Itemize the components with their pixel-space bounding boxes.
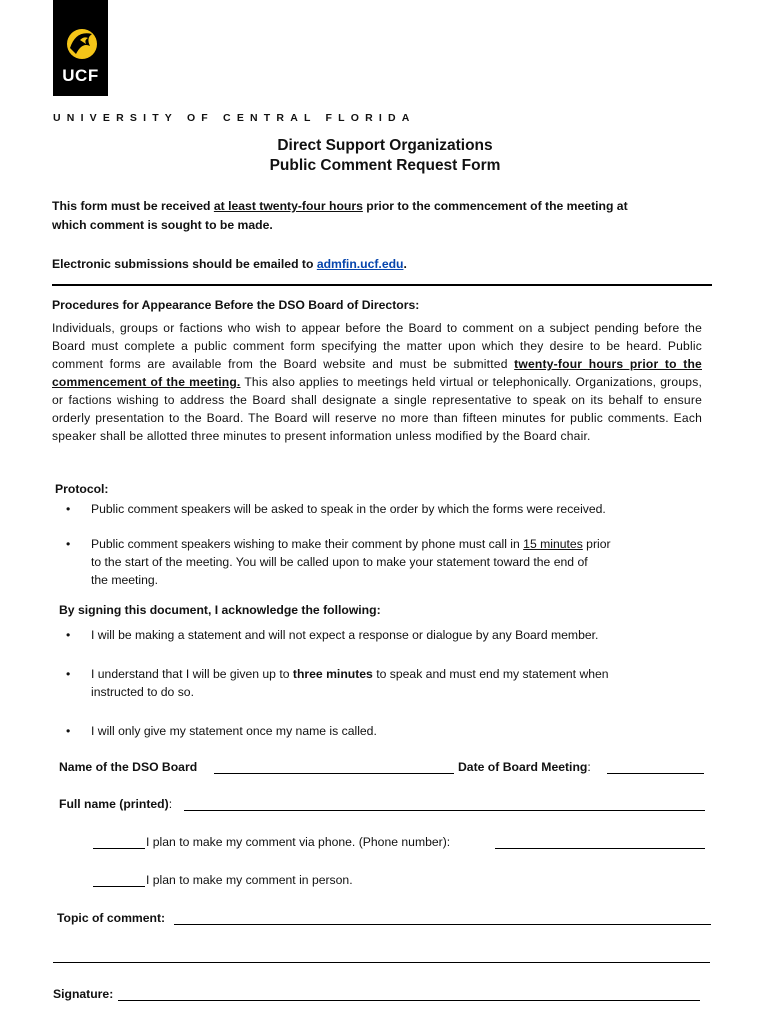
date-meeting-field[interactable] <box>607 773 704 774</box>
title-line-1: Direct Support Organizations <box>277 137 493 154</box>
email-link[interactable]: admfin.ucf.edu <box>316 257 404 271</box>
signature-field[interactable] <box>118 1000 700 1001</box>
full-name-field[interactable] <box>184 810 705 811</box>
university-name: UNIVERSITY OF CENTRAL FLORIDA <box>53 112 416 124</box>
protocol-heading: Protocol: <box>55 482 109 496</box>
person-option-label: I plan to make my comment in person. <box>146 873 353 887</box>
title-line-2: Public Comment Request Form <box>269 157 501 174</box>
ucf-logo <box>53 0 108 96</box>
topic-field-line-2[interactable] <box>53 962 710 963</box>
date-meeting-label: Date of Board Meeting: <box>458 760 591 774</box>
full-name-label: Full name (printed): <box>59 797 173 811</box>
dso-board-label: Name of the DSO Board <box>59 760 198 774</box>
bullet-icon: • <box>66 628 71 642</box>
intro-line-2: which comment is sought to be made. <box>52 218 273 232</box>
phone-option-label: I plan to make my comment via phone. (Phone number): <box>146 835 451 849</box>
protocol-bullet-2 <box>91 535 701 589</box>
phone-option-checkline[interactable] <box>93 848 145 849</box>
acknowledge-bullet-1: I will be making a statement and will not expect a response or dialogue by any Board member. <box>91 628 599 642</box>
intro-line-1: This form must be received at least twenty-four hours prior to the commencement of the meeting at <box>52 199 628 213</box>
topic-field[interactable] <box>174 924 711 925</box>
procedures-text: Individuals, groups or factions who wish to appear before the Board to comment on a subject pending before the Board must complete a public comment form specifying the matter upon which they desire to be heard. Public comment forms are available from the Board website and must be submitted twenty-four hours prior to the commencement of the meeting. This also applies to meetings held virtual or telephonically. Organizations, groups, or factions wishing to address the Board shall designate a single representative to speak on its behalf to ensure orderly presentation to the Board. The Board will reserve no more than fifteen minutes for public comments. Each speaker shall be allotted three minutes to present information unless modified by the Board chair. <box>52 321 702 443</box>
signature-label: Signature: <box>53 987 114 1001</box>
protocol-bullet-2-line-1: Public comment speakers wishing to make their comment by phone must call in 15 minutes prior <box>91 537 611 551</box>
bullet-icon: • <box>66 502 71 516</box>
protocol-bullet-1: Public comment speakers will be asked to speak in the order by which the forms were received. <box>91 502 606 516</box>
bullet-icon: • <box>66 667 71 681</box>
bullet-icon: • <box>66 724 71 738</box>
electronic-submission: Electronic submissions should be emailed to admfin.ucf.edu. <box>52 257 407 271</box>
person-option-checkline[interactable] <box>93 886 145 887</box>
procedures-heading: Procedures for Appearance Before the DSO Board of Directors: <box>52 298 420 312</box>
bullet-icon: • <box>66 537 71 551</box>
protocol-bullet-2-line-2: to the start of the meeting. You will be called upon to make your statement toward the end of <box>91 555 588 569</box>
topic-label: Topic of comment: <box>57 911 166 925</box>
acknowledge-bullet-2 <box>91 665 701 701</box>
protocol-bullet-2-line-3: the meeting. <box>91 573 159 587</box>
acknowledge-bullet-2-line-2: instructed to do so. <box>91 685 194 699</box>
dso-board-field[interactable] <box>214 773 454 774</box>
acknowledge-bullet-3: I will only give my statement once my name is called. <box>91 724 377 738</box>
divider <box>52 284 712 286</box>
acknowledge-heading: By signing this document, I acknowledge the following: <box>59 603 381 617</box>
logo-text: UCF <box>62 66 99 85</box>
acknowledge-bullet-2-line-1: I understand that I will be given up to three minutes to speak and must end my statement when <box>91 667 609 681</box>
pegasus-icon <box>62 24 100 64</box>
phone-number-field[interactable] <box>495 848 705 849</box>
page-title <box>0 136 770 176</box>
